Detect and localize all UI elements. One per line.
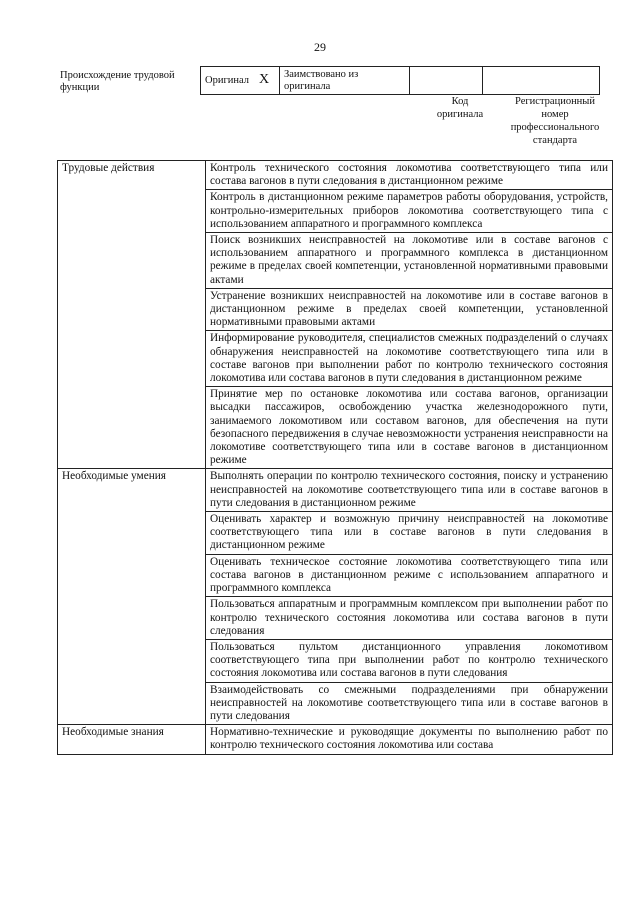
reg-caption: Регистрационный номер профессионального стандарта	[510, 96, 600, 146]
origin-reg-cell	[483, 67, 600, 95]
section-item: Поиск возникших неисправностей на локомотиве или в составе вагонов с использованием аппаратного и программного комплекса в дистанционном режиме в пределах своей компетенции, установленной нормативными правовыми актами	[206, 233, 613, 289]
origin-borrowed-cell	[280, 67, 410, 95]
section-item: Взаимодействовать со смежными подразделениями при обнаружении неисправностей на локомотиве соответствующего типа или в составе вагонов в пути следования	[206, 682, 613, 725]
function-table	[57, 160, 613, 755]
origin-label: Происхождение трудовой функции	[60, 70, 175, 93]
section-item: Контроль технического состояния локомотива соответствующего типа или состава вагонов в пути следования в дистанционном режиме	[206, 161, 613, 190]
table-row	[58, 469, 613, 512]
section-item: Нормативно-технические и руководящие документы по выполнению работ по контролю технического состояния локомотива или состава	[206, 725, 613, 754]
page-number: 29	[314, 40, 326, 54]
section-item: Принятие мер по остановке локомотива или состава вагонов, организации высадки пассажиров, освобождению участка железнодорожного пути, занимаемого локомотивом или составом вагонов, для обеспечения на пути безопасного передвижения в случае невозможности устранения неисправности на локомотиве соответствующего типа или в составе вагонов в дистанционном режиме	[206, 387, 613, 469]
section-item: Выполнять операции по контролю технического состояния, поиску и устранению неисправностей на локомотиве соответствующего типа или в составе вагонов в пути следования в дистанционном режиме	[206, 469, 613, 512]
section-item: Пользоваться пультом дистанционного управления локомотивом соответствующего типа при выполнении работ по контролю технического состояния локомотива или состава вагонов в пути следования	[206, 639, 613, 682]
origin-original-mark: X	[259, 72, 270, 87]
section-item: Контроль в дистанционном режиме параметров работы оборудования, устройств, контрольно-измерительных приборов локомотива соответствующего типа с использованием аппаратного и программного комплекса	[206, 190, 613, 233]
page-bottom-margin	[0, 840, 640, 905]
section-item: Оценивать техническое состояние локомотива соответствующего типа или состава вагонов в дистанционном режиме с использованием аппаратного и программного комплекса	[206, 554, 613, 597]
section-label: Трудовые действия	[58, 161, 206, 469]
table-row	[58, 725, 613, 754]
table-row	[58, 161, 613, 190]
origin-original-label: Оригинал	[205, 75, 249, 86]
section-item: Оценивать характер и возможную причину неисправностей на локомотиве соответствующего типа или в составе вагонов в пути следования в дистанционном режиме	[206, 512, 613, 555]
section-label: Необходимые знания	[58, 725, 206, 754]
section-label: Необходимые умения	[58, 469, 206, 725]
section-item: Пользоваться аппаратным и программным комплексом при выполнении работ по контролю технического состояния локомотива или состава вагонов в пути следования	[206, 597, 613, 640]
code-caption: Код оригинала	[436, 96, 484, 120]
origin-code-cell	[410, 67, 483, 95]
section-item: Устранение возникших неисправностей на локомотиве или в составе вагонов в дистанционном режиме в пределах своей компетенции, установленной нормативными правовыми актами	[206, 288, 613, 331]
section-item: Информирование руководителя, специалистов смежных подразделений о случаях обнаружения неисправностей на локомотиве соответствующего типа или в составе вагонов при выполнении работ по контролю технического состояния локомотива или состава вагонов в пути следования в дистанционном режиме	[206, 331, 613, 387]
origin-original-cell	[201, 67, 280, 95]
origin-borrowed-label: Заимствовано из оригинала	[284, 69, 359, 92]
origin-table	[200, 66, 600, 95]
